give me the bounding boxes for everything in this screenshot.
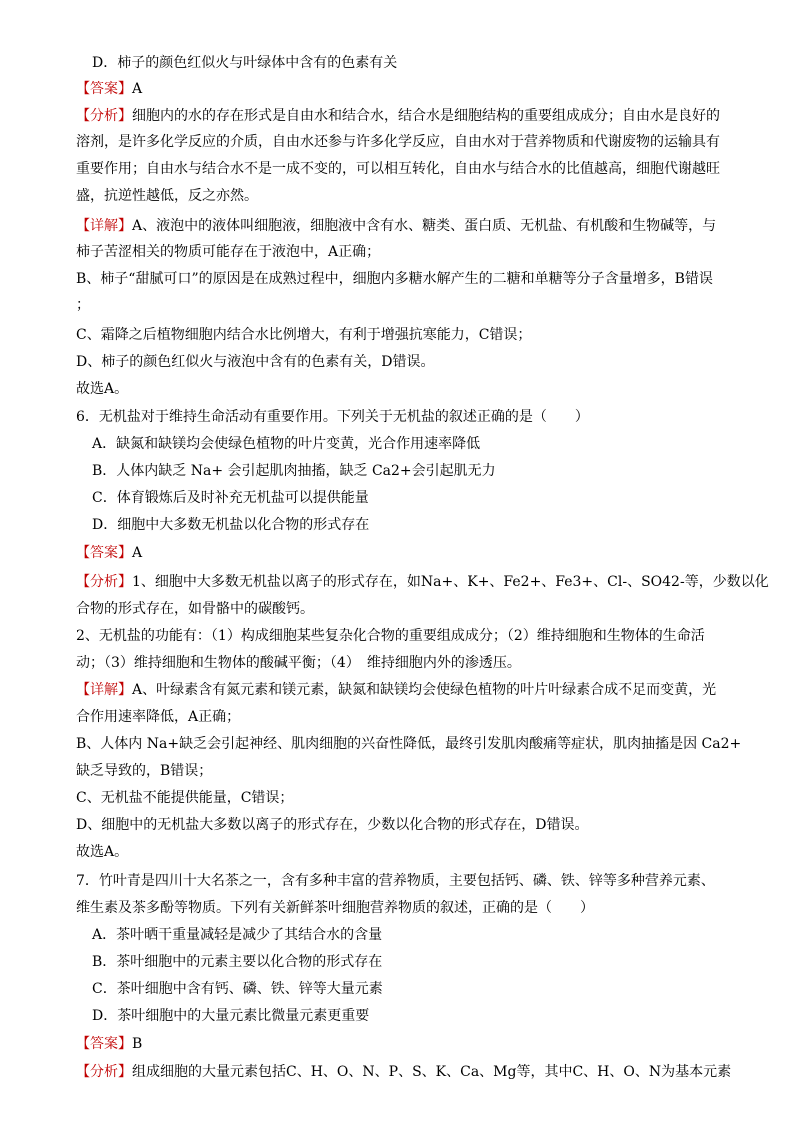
analysis-line: 【分析】1、细胞中大多数无机盐以离子的形式存在，如Na+、K+、Fe2+、Fe3+、Cl-、SO42-等，少数以化	[76, 574, 769, 590]
text-line: 盛，抗逆性越低，反之亦然。	[76, 188, 258, 204]
text-line: D．柿子的颜色红似火与叶绿体中含有的色素有关	[92, 55, 398, 71]
option-c: C．茶叶细胞中含有钙、磷、铁、锌等大量元素	[92, 981, 383, 997]
question-stem: 维生素及茶多酚等物质。下列有关新鲜茶叶细胞营养物质的叙述，正确的是（ ）	[76, 900, 594, 916]
answer-line: 【答案】A	[76, 545, 143, 561]
text-line: C、无机盐不能提供能量，C错误；	[76, 790, 294, 806]
text-line: 合物的形式存在，如骨骼中的碳酸钙。	[76, 601, 314, 617]
option-d: D．茶叶细胞中的大量元素比微量元素更重要	[92, 1008, 370, 1024]
detail-line: 【详解】A、液泡中的液体叫细胞液，细胞液中含有水、糖类、蛋白质、无机盐、有机酸和生物碱等，与	[76, 218, 717, 234]
text-line: B、人体内 Na+缺乏会引起神经、肌肉细胞的兴奋性降低，最终引发肌肉酸痛等症状，肌肉抽搐是因 Ca2+	[76, 736, 742, 752]
text-line: 缺乏导致的，B错误；	[76, 763, 213, 779]
option-c: C．体育锻炼后及时补充无机盐可以提供能量	[92, 490, 369, 506]
analysis-line: 【分析】细胞内的水的存在形式是自由水和结合水，结合水是细胞结构的重要组成成分；自由水是良好的	[76, 108, 720, 124]
analysis-line: 【分析】组成细胞的大量元素包括C、H、O、N、P、S、K、Ca、Mg等，其中C、H、O、N为基本元素	[76, 1064, 732, 1080]
option-d: D．细胞中大多数无机盐以化合物的形式存在	[92, 517, 370, 533]
text-line: 柿子苦涩相关的物质可能存在于液泡中，A正确；	[76, 244, 381, 260]
option-b: B．人体内缺乏 Na+ 会引起肌肉抽搐，缺乏 Ca2+会引起肌无力	[92, 463, 496, 479]
text-line: D、细胞中的无机盐大多数以离子的形式存在，少数以化合物的形式存在，D错误。	[76, 817, 589, 833]
text-line: 故选A。	[76, 844, 129, 860]
answer-line: 【答案】B	[76, 1036, 143, 1052]
option-a: A．茶叶晒干重量减轻是减少了其结合水的含量	[92, 927, 383, 943]
text-line: 故选A。	[76, 381, 129, 397]
text-line: D、柿子的颜色红似火与液泡中含有的色素有关，D错误。	[76, 354, 435, 370]
answer-line: 【答案】A	[76, 81, 143, 97]
text-line: 合作用速率降低，A正确；	[76, 709, 241, 725]
text-line: 溶剂，是许多化学反应的介质，自由水还参与许多化学反应，自由水对于营养物质和代谢废物的运输具有	[76, 134, 720, 150]
text-line: ；	[76, 297, 90, 313]
detail-line: 【详解】A、叶绿素含有氮元素和镁元素，缺氮和缺镁均会使绿色植物的叶片叶绿素合成不足而变黄，光	[76, 682, 717, 698]
text-line: C、霜降之后植物细胞内结合水比例增大，有利于增强抗寒能力，C错误；	[76, 327, 532, 343]
text-line: 重要作用；自由水与结合水不是一成不变的，可以相互转化，自由水与结合水的比值越高，细胞代谢越旺	[76, 161, 720, 177]
text-line: 动；（3）维持细胞和生物体的酸碱平衡；（4） 维持细胞内外的渗透压。	[76, 655, 521, 671]
text-line: B、柿子“甜腻可口”的原因是在成熟过程中，细胞内多糖水解产生的二糖和单糖等分子含量增多，B错误	[76, 271, 713, 287]
text-line: 2、无机盐的功能有：（1）构成细胞某些复杂化合物的重要组成成分；（2）维持细胞和生物体的生命活	[76, 628, 705, 644]
option-b: B．茶叶细胞中的元素主要以化合物的形式存在	[92, 954, 383, 970]
option-a: A．缺氮和缺镁均会使绿色植物的叶片变黄，光合作用速率降低	[92, 436, 481, 452]
question-stem: 6．无机盐对于维持生命活动有重要作用。下列关于无机盐的叙述正确的是（ ）	[76, 409, 589, 425]
question-stem: 7．竹叶青是四川十大名茶之一，含有多种丰富的营养物质，主要包括钙、磷、铁、锌等多种营养元素、	[76, 873, 715, 889]
